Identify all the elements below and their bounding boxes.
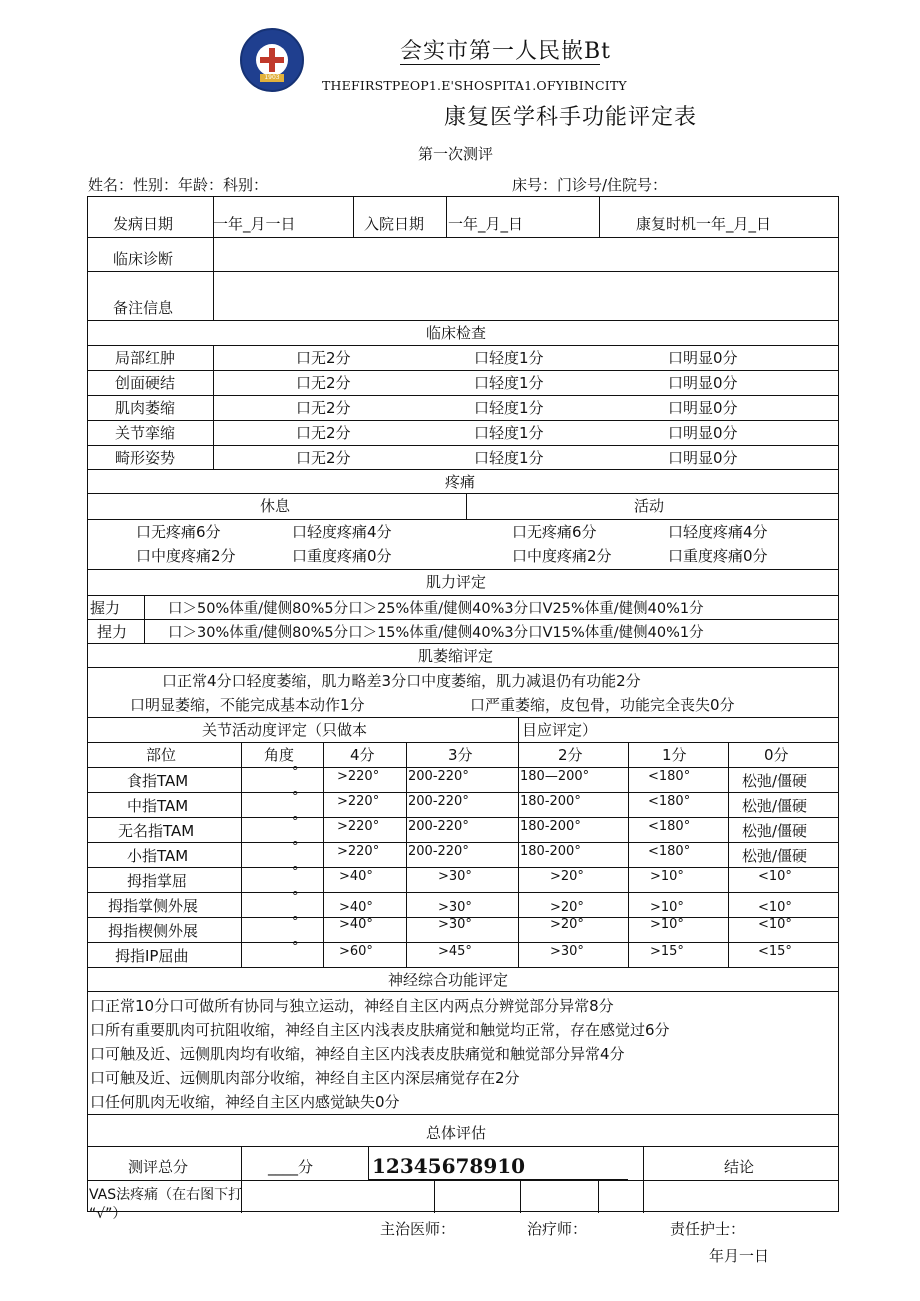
exam-option-none[interactable]: 口无2分 [296, 349, 351, 367]
rom-part: 小指TAM [127, 847, 189, 865]
total-score-label: 测评总分 [128, 1158, 189, 1176]
neuro-option[interactable]: 口可触及近、远侧肌肉部分收缩，神经自主区内深层痛觉存在2分 [90, 1069, 520, 1087]
rule [88, 942, 838, 943]
pain-activity-option[interactable]: 口轻度疼痛4分 [668, 523, 768, 541]
rule [88, 742, 838, 743]
pain-activity-option[interactable]: 口中度疼痛2分 [512, 547, 612, 565]
col-rule [466, 493, 467, 519]
rom-score2: 180-200° [520, 844, 581, 859]
clinical-exam-title: 临床检查 [426, 324, 487, 342]
rom-score2: >20° [550, 869, 584, 884]
grip-strength-label: 握力 [90, 599, 121, 617]
overall-title: 总体评估 [426, 1124, 487, 1142]
hospital-logo [240, 28, 304, 92]
rom-score1: <180° [648, 844, 691, 859]
hospital-name-en: THEFIRSTPEOP1.E'SHOSPITA1.OFYIBINCITY [322, 78, 627, 93]
rehab-timing[interactable]: 康复时机一年_月_日 [636, 215, 772, 233]
rom-header-0: 0分 [764, 746, 789, 764]
rom-score0: <10° [758, 869, 792, 884]
pain-rest-option[interactable]: 口中度疼痛2分 [136, 547, 236, 565]
neuro-option[interactable]: 口可触及近、远侧肌肉均有收缩，神经自主区内浅表皮肤痛觉和触觉部分异常4分 [90, 1045, 625, 1063]
conclusion-label: 结论 [724, 1158, 755, 1176]
rom-score4: >220° [337, 769, 380, 784]
col-rule [598, 1180, 599, 1213]
rom-score0: 松弛/僵硬 [742, 772, 808, 790]
rule [88, 237, 838, 238]
rom-part: 中指TAM [127, 797, 189, 815]
pain-rest-option[interactable]: 口重度疼痛0分 [292, 547, 392, 565]
rom-angle[interactable]: ° [292, 790, 299, 805]
neuro-option[interactable]: 口正常10分口可做所有协同与独立运动，神经自主区内两点分辨觉部分异常8分 [90, 997, 614, 1015]
col-rule [434, 1180, 435, 1213]
exam-option-none[interactable]: 口无2分 [296, 399, 351, 417]
col-rule [406, 742, 407, 967]
rule [88, 1180, 838, 1181]
rom-score1: >10° [650, 900, 684, 915]
rom-score1: <180° [648, 794, 691, 809]
col-rule [368, 1146, 369, 1180]
rom-score4: >220° [337, 844, 380, 859]
atrophy-options-line2b[interactable]: 口严重萎缩，皮包骨，功能完全丧失0分 [470, 696, 735, 714]
pain-rest-option[interactable]: 口无疼痛6分 [136, 523, 221, 541]
rom-score1: >10° [650, 917, 684, 932]
col-rule [520, 1180, 521, 1213]
rule [88, 967, 838, 968]
col-rule [144, 595, 145, 643]
hospital-name-underline [400, 64, 600, 65]
rule [88, 320, 838, 321]
exam-row-label: 畸形姿势 [115, 449, 176, 467]
pain-rest-label: 休息 [260, 497, 291, 515]
rom-header-3: 3分 [448, 746, 473, 764]
rom-part: 拇指IP屈曲 [115, 947, 189, 965]
rom-angle[interactable]: ° [292, 840, 299, 855]
rom-score4: >40° [339, 869, 373, 884]
evaluation-round: 第一次测评 [418, 145, 494, 163]
hospital-name-cn: 会实市第一人民嵌Bt [400, 39, 612, 64]
signature-date: 年月一日 [709, 1247, 770, 1265]
rom-score4: >60° [339, 944, 373, 959]
total-score-value[interactable]: ____分 [268, 1158, 314, 1176]
exam-row-label: 关节挛缩 [115, 424, 176, 442]
exam-option-none[interactable]: 口无2分 [296, 424, 351, 442]
rom-score1: <180° [648, 819, 691, 834]
rom-angle[interactable]: ° [292, 865, 299, 880]
exam-option-obvious[interactable]: 口明显0分 [668, 424, 738, 442]
assessment-form [87, 196, 839, 1222]
rule [88, 1114, 838, 1115]
rom-score0: 松弛/僵硬 [742, 847, 808, 865]
atrophy-title: 肌萎缩评定 [418, 647, 494, 665]
exam-option-obvious[interactable]: 口明显0分 [668, 374, 738, 392]
col-rule [518, 742, 519, 967]
patient-info-right: 床号：门诊号/住院号： [512, 176, 668, 194]
rule [88, 569, 838, 570]
rom-score2: 180-200° [520, 819, 581, 834]
rom-score0: <10° [758, 917, 792, 932]
form-title: 康复医学科手功能评定表 [444, 105, 698, 130]
col-rule [599, 197, 600, 237]
rule [88, 792, 838, 793]
rom-part: 无名指TAM [118, 822, 195, 840]
rom-score1: >15° [650, 944, 684, 959]
rom-angle[interactable]: ° [292, 765, 299, 780]
exam-row-label: 局部红肿 [115, 349, 176, 367]
rule [88, 867, 838, 868]
neuro-title: 神经综合功能评定 [388, 971, 509, 989]
neuro-option[interactable]: 口所有重要肌肉可抗阻收缩，神经自主区内浅表皮肤痛觉和触觉均正常，存在感觉过6分 [90, 1021, 670, 1039]
rom-title-left: 关节活动度评定（只做本 [202, 721, 368, 739]
vas-label-cont: “√”） [89, 1206, 127, 1222]
rom-header-4: 4分 [350, 746, 375, 764]
col-rule [518, 717, 519, 742]
col-rule [643, 1146, 644, 1213]
rule [88, 493, 838, 494]
exam-option-mild[interactable]: 口轻度1分 [474, 399, 544, 417]
rom-score0: <10° [758, 900, 792, 915]
rom-header-angle: 角度 [264, 746, 295, 764]
col-rule [213, 345, 214, 470]
rom-score2: 180—200° [520, 769, 590, 784]
col-rule [628, 742, 629, 967]
rom-score0: 松弛/僵硬 [742, 822, 808, 840]
rom-score3: >30° [438, 900, 472, 915]
rom-score2: 180-200° [520, 794, 581, 809]
rom-score0: 松弛/僵硬 [742, 797, 808, 815]
rule [88, 420, 838, 421]
grip-strength-options[interactable]: 口＞50%体重/健侧80%5分口＞25%体重/健侧40%3分口V25%体重/健侧40%1分 [168, 601, 704, 617]
rom-angle[interactable]: ° [292, 890, 299, 905]
onset-date-label: 发病日期 [113, 215, 174, 233]
rule [88, 370, 838, 371]
rom-header-2: 2分 [558, 746, 583, 764]
onset-date-value[interactable]: 一年_月一日 [213, 215, 296, 233]
rule [88, 445, 838, 446]
rom-score3: >30° [438, 869, 472, 884]
rom-title-right: 目应评定） [522, 721, 598, 739]
col-rule [241, 742, 242, 967]
rule [88, 469, 838, 470]
notes-label: 备注信息 [113, 299, 174, 317]
rom-angle[interactable]: ° [292, 815, 299, 830]
rom-score3: 200-220° [408, 769, 469, 784]
vas-label: VAS法疼痛（在右图下打 [89, 1187, 243, 1203]
rule [88, 271, 838, 272]
rom-score1: >10° [650, 869, 684, 884]
rule [88, 842, 838, 843]
col-rule [353, 197, 354, 237]
exam-option-none[interactable]: 口无2分 [296, 449, 351, 467]
rom-score4: >220° [337, 819, 380, 834]
rom-score2: >20° [550, 900, 584, 915]
exam-option-none[interactable]: 口无2分 [296, 374, 351, 392]
col-rule [446, 197, 447, 237]
pinch-strength-label: 捏力 [97, 623, 128, 641]
rom-score2: >20° [550, 917, 584, 932]
rom-part: 食指TAM [127, 772, 189, 790]
patient-info-left: 姓名：性别：年龄：科别： [88, 176, 269, 194]
col-rule [728, 742, 729, 967]
attending-physician-label: 主治医师： [380, 1220, 456, 1238]
rom-score4: >220° [337, 794, 380, 809]
rule [88, 619, 838, 620]
exam-option-mild[interactable]: 口轻度1分 [474, 374, 544, 392]
atrophy-options-line1[interactable]: 口正常4分口轻度萎缩，肌力略差3分口中度萎缩，肌力减退仍有功能2分 [162, 672, 641, 690]
rom-score3: >30° [438, 917, 472, 932]
pinch-strength-options[interactable]: 口＞30%体重/健侧80%5分口＞15%体重/健侧40%3分口V15%体重/健侧40%1分 [168, 625, 704, 641]
rom-score4: >40° [339, 917, 373, 932]
rom-score3: 200-220° [408, 794, 469, 809]
rom-score3: 200-220° [408, 819, 469, 834]
rule [88, 345, 838, 346]
pain-title: 疼痛 [445, 473, 476, 491]
exam-option-obvious[interactable]: 口明显0分 [668, 449, 738, 467]
rule [88, 395, 838, 396]
rule [88, 595, 838, 596]
rom-score0: <15° [758, 944, 792, 959]
rule [88, 817, 838, 818]
exam-option-mild[interactable]: 口轻度1分 [474, 349, 544, 367]
pain-activity-option[interactable]: 口无疼痛6分 [512, 523, 597, 541]
rom-score1: <180° [648, 769, 691, 784]
pain-rest-option[interactable]: 口轻度疼痛4分 [292, 523, 392, 541]
rule [88, 643, 838, 644]
rom-angle[interactable]: ° [292, 915, 299, 930]
rom-part: 拇指楔侧外展 [108, 922, 199, 940]
rule [88, 1146, 838, 1147]
medical-cross-bar [260, 57, 284, 63]
exam-option-obvious[interactable]: 口明显0分 [668, 349, 738, 367]
responsible-nurse-label: 责任护士： [670, 1220, 746, 1238]
exam-row-label: 创面硬结 [115, 374, 176, 392]
rom-angle[interactable]: ° [292, 940, 299, 955]
rom-header-1: 1分 [662, 746, 687, 764]
rule [88, 519, 838, 520]
rule [88, 717, 838, 718]
vas-scale: 12345678910 [372, 1154, 526, 1178]
strength-title: 肌力评定 [426, 573, 487, 591]
exam-option-mild[interactable]: 口轻度1分 [474, 424, 544, 442]
atrophy-options-line2a[interactable]: 口明显萎缩，不能完成基本动作1分 [130, 696, 365, 714]
rom-part: 拇指掌侧外展 [108, 897, 199, 915]
rule [88, 767, 838, 768]
diagnosis-label: 临床诊断 [113, 250, 174, 268]
col-rule [323, 742, 324, 967]
pain-activity-option[interactable]: 口重度疼痛0分 [668, 547, 768, 565]
rom-score3: >45° [438, 944, 472, 959]
rom-score2: >30° [550, 944, 584, 959]
exam-option-mild[interactable]: 口轻度1分 [474, 449, 544, 467]
therapist-label: 治疗师： [527, 1220, 588, 1238]
admission-date-value[interactable]: 一年_月_日 [448, 215, 524, 233]
rom-score4: >40° [339, 900, 373, 915]
exam-option-obvious[interactable]: 口明显0分 [668, 399, 738, 417]
admission-date-label: 入院日期 [364, 215, 425, 233]
pain-activity-label: 活动 [634, 497, 665, 515]
rule [88, 892, 838, 893]
logo-year: 1903 [260, 74, 284, 82]
exam-row-label: 肌肉萎缩 [115, 399, 176, 417]
neuro-option[interactable]: 口任何肌肉无收缩，神经自主区内感觉缺失0分 [90, 1093, 400, 1111]
rule [88, 667, 838, 668]
rom-header-part: 部位 [146, 746, 177, 764]
rom-score3: 200-220° [408, 844, 469, 859]
rom-part: 拇指掌屈 [127, 872, 188, 890]
rule [88, 991, 838, 992]
